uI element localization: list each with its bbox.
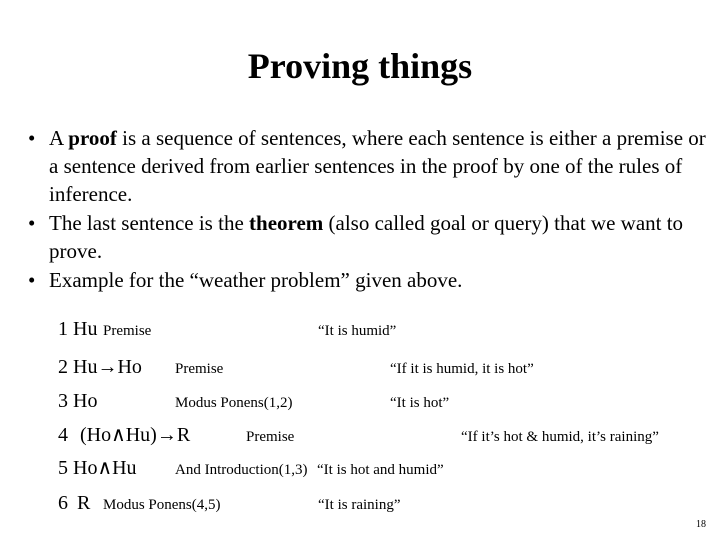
step-english: “If it’s hot & humid, it’s raining” bbox=[461, 429, 659, 445]
step-english: “It is hot and humid” bbox=[317, 462, 444, 478]
step-number: 1 bbox=[58, 318, 68, 340]
step-number: 4 bbox=[58, 424, 68, 446]
step-number: 6 bbox=[58, 492, 68, 514]
page-number: 18 bbox=[696, 519, 706, 530]
step-formula: (Ho∧Hu)→R bbox=[80, 424, 191, 446]
step-english: “It is raining” bbox=[318, 497, 401, 513]
step-rule: Premise bbox=[175, 361, 224, 377]
step-rule: Premise bbox=[246, 429, 295, 445]
bullet-text: A bbox=[49, 126, 69, 150]
bullet-text: Example for the “weather problem” given above. bbox=[49, 268, 463, 292]
bullet-text: The last sentence is the bbox=[49, 211, 250, 235]
bullet-bold-term: proof bbox=[68, 126, 117, 150]
step-formula: Ho bbox=[73, 390, 98, 412]
step-rule: Modus Ponens(1,2) bbox=[175, 395, 293, 411]
step-formula: Hu bbox=[73, 318, 98, 340]
slide-title: Proving things bbox=[247, 46, 473, 86]
step-rule: And Introduction(1,3) bbox=[175, 462, 308, 478]
step-number: 5 bbox=[58, 457, 68, 479]
step-number: 2 bbox=[58, 356, 68, 378]
bullet-text: (also called goal or query) that we want to prove. bbox=[49, 211, 684, 263]
step-english: “It is humid” bbox=[318, 323, 397, 339]
step-english: “It is hot” bbox=[390, 395, 450, 411]
bullet-bold-term: theorem bbox=[249, 211, 324, 235]
step-formula: R bbox=[77, 492, 91, 514]
step-rule: Premise bbox=[103, 323, 152, 339]
bullet-text: is a sequence of sentences, where each sentence is either a premise or a sentence derived from earlier sentences in the proof by one of the rules of inference. bbox=[49, 126, 706, 206]
step-english: “If it is humid, it is hot” bbox=[390, 361, 534, 377]
step-formula: Ho∧Hu bbox=[73, 457, 137, 479]
step-rule: Modus Ponens(4,5) bbox=[103, 497, 221, 513]
step-number: 3 bbox=[58, 390, 68, 412]
step-formula: Hu→Ho bbox=[73, 356, 142, 378]
